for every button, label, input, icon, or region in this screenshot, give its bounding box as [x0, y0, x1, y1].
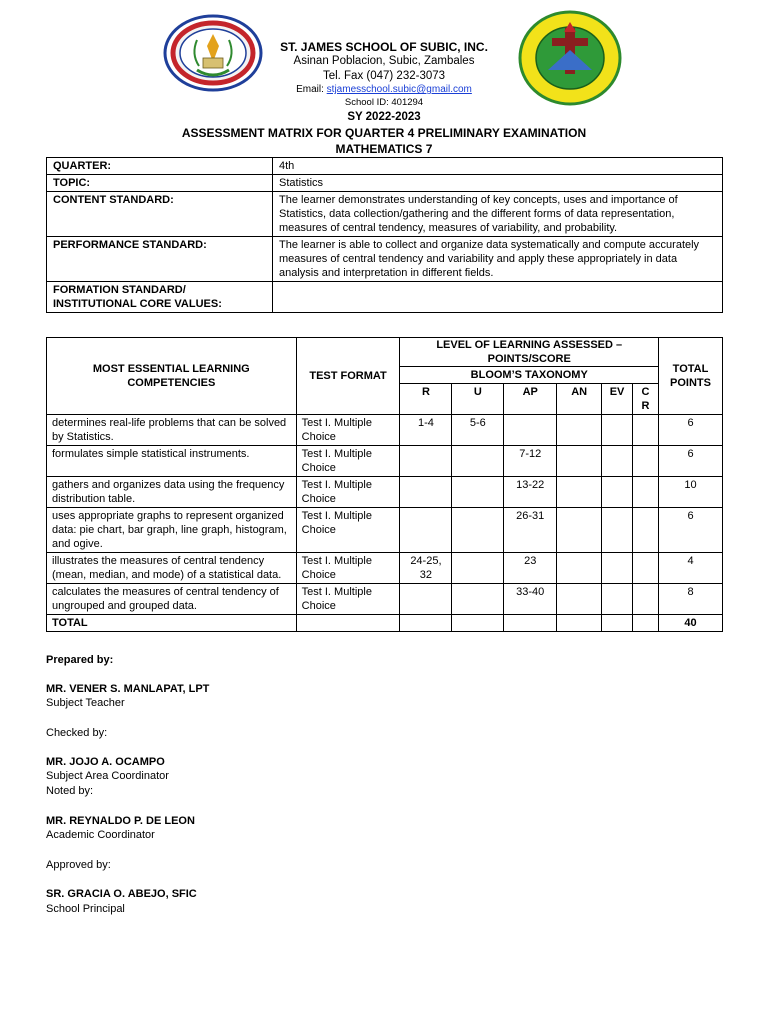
competency-cell: gathers and organizes data using the frequency distribution table.	[47, 477, 297, 508]
ap-cell: 26-31	[504, 508, 557, 553]
ap-cell: 13-22	[504, 477, 557, 508]
u-cell	[452, 446, 504, 477]
test-format-cell: Test I. Multiple Choice	[296, 477, 400, 508]
competency-cell: uses appropriate graphs to represent organized data: pie chart, bar graph, line graph, histogram, and ogive.	[47, 508, 297, 553]
table-row	[47, 175, 723, 192]
email-link[interactable]: stjamesschool.subic@gmail.com	[326, 84, 472, 95]
noted-label: Noted by:	[46, 785, 94, 797]
prepared-name: MR. VENER S. MANLAPAT, LPT	[46, 683, 210, 695]
total-label-cell: TOTAL	[47, 615, 297, 632]
prepared-role: Subject Teacher	[46, 697, 125, 709]
info-key: TOPIC:	[47, 175, 273, 192]
table-row	[47, 584, 723, 615]
cr-cell	[633, 446, 659, 477]
u-cell: 5-6	[452, 415, 504, 446]
an-cell	[557, 508, 602, 553]
ap-cell: 33-40	[504, 584, 557, 615]
total-cell: 6	[659, 415, 723, 446]
r-cell	[400, 508, 452, 553]
header-competencies: MOST ESSENTIAL LEARNING COMPETENCIES	[47, 338, 297, 415]
header-an: AN	[557, 384, 602, 415]
header-r: R	[400, 384, 452, 415]
table-row	[47, 282, 723, 313]
u-cell	[452, 508, 504, 553]
r-cell	[400, 446, 452, 477]
table-header-row	[47, 338, 723, 367]
info-value	[273, 282, 723, 313]
an-cell	[557, 415, 602, 446]
competency-cell: formulates simple statistical instruments.	[47, 446, 297, 477]
grand-total-cell: 40	[659, 615, 723, 632]
test-format-cell: Test I. Multiple Choice	[296, 508, 400, 553]
empty-cell	[602, 615, 633, 632]
info-value: Statistics	[273, 175, 723, 192]
test-format-cell: Test I. Multiple Choice	[296, 415, 400, 446]
info-key: CONTENT STANDARD:	[47, 192, 273, 237]
table-row	[47, 237, 723, 282]
approved-name: SR. GRACIA O. ABEJO, SFIC	[46, 888, 197, 900]
header-ap: AP	[504, 384, 557, 415]
header-u: U	[452, 384, 504, 415]
empty-cell	[400, 615, 452, 632]
total-cell: 10	[659, 477, 723, 508]
table-row	[47, 446, 723, 477]
ev-cell	[602, 415, 633, 446]
competency-cell: determines real-life problems that can be solved by Statistics.	[47, 415, 297, 446]
info-key: FORMATION STANDARD/ INSTITUTIONAL CORE VALUES:	[47, 282, 273, 313]
cr-cell	[633, 415, 659, 446]
course-info-table	[46, 157, 723, 313]
ev-cell	[602, 446, 633, 477]
school-email-line	[200, 84, 568, 95]
ev-cell	[602, 477, 633, 508]
ev-cell	[602, 584, 633, 615]
an-cell	[557, 584, 602, 615]
ev-cell	[602, 553, 633, 584]
empty-cell	[504, 615, 557, 632]
header-level-of-learning: LEVEL OF LEARNING ASSESSED – POINTS/SCORE	[400, 338, 659, 367]
info-value: The learner demonstrates understanding of key concepts, uses and importance of Statistics, data collection/gathering and the different forms of data representation, measures of central tendency, measures of variability, and probability.	[273, 192, 723, 237]
ap-cell: 23	[504, 553, 557, 584]
info-key: PERFORMANCE STANDARD:	[47, 237, 273, 282]
total-cell: 6	[659, 508, 723, 553]
empty-cell	[452, 615, 504, 632]
approved-role: School Principal	[46, 903, 125, 915]
school-address: Asinan Poblacion, Subic, Zambales	[293, 55, 475, 67]
table-row	[47, 553, 723, 584]
total-cell: 8	[659, 584, 723, 615]
total-cell: 6	[659, 446, 723, 477]
u-cell	[452, 477, 504, 508]
empty-cell	[296, 615, 400, 632]
school-name: ST. JAMES SCHOOL OF SUBIC, INC.	[280, 40, 488, 54]
test-format-cell: Test I. Multiple Choice	[296, 584, 400, 615]
info-key: QUARTER:	[47, 158, 273, 175]
header-blooms-taxonomy: BLOOM’S TAXONOMY	[400, 367, 659, 384]
empty-cell	[633, 615, 659, 632]
ev-cell	[602, 508, 633, 553]
r-cell	[400, 584, 452, 615]
ap-cell: 7-12	[504, 446, 557, 477]
header-ev: EV	[602, 384, 633, 415]
test-format-cell: Test I. Multiple Choice	[296, 446, 400, 477]
cr-cell	[633, 508, 659, 553]
noted-role: Academic Coordinator	[46, 829, 155, 841]
table-row	[47, 508, 723, 553]
cr-cell	[633, 584, 659, 615]
school-year: SY 2022-2023	[347, 111, 421, 123]
header-cr: C R	[633, 384, 659, 415]
table-row	[47, 192, 723, 237]
prepared-label: Prepared by:	[46, 654, 114, 666]
header-test-format: TEST FORMAT	[296, 338, 400, 415]
u-cell	[452, 553, 504, 584]
approved-label: Approved by:	[46, 859, 111, 871]
empty-cell	[557, 615, 602, 632]
u-cell	[452, 584, 504, 615]
info-value: 4th	[273, 158, 723, 175]
r-cell	[400, 477, 452, 508]
table-total-row	[47, 615, 723, 632]
r-cell: 24-25, 32	[400, 553, 452, 584]
table-row	[47, 477, 723, 508]
an-cell	[557, 477, 602, 508]
header-total-points: TOTAL POINTS	[659, 338, 723, 415]
ap-cell	[504, 415, 557, 446]
competency-cell: illustrates the measures of central tendency (mean, median, and mode) of a statistical data.	[47, 553, 297, 584]
table-row	[47, 158, 723, 175]
competency-cell: calculates the measures of central tendency of ungrouped and grouped data.	[47, 584, 297, 615]
school-id: School ID: 401294	[344, 97, 424, 108]
r-cell: 1-4	[400, 415, 452, 446]
info-value: The learner is able to collect and organize data systematically and compute accurately measures of central tendency and variability and apply these appropriately in data analysis and interpretation in different fields.	[273, 237, 723, 282]
an-cell	[557, 446, 602, 477]
cr-cell	[633, 477, 659, 508]
noted-name: MR. REYNALDO P. DE LEON	[46, 815, 195, 827]
total-cell: 4	[659, 553, 723, 584]
table-row	[47, 415, 723, 446]
assessment-matrix-table	[46, 337, 723, 632]
an-cell	[557, 553, 602, 584]
document-title: ASSESSMENT MATRIX FOR QUARTER 4 PRELIMINARY EXAMINATION	[181, 126, 587, 140]
test-format-cell: Test I. Multiple Choice	[296, 553, 400, 584]
checked-label: Checked by:	[46, 727, 108, 739]
document-subject: MATHEMATICS 7	[335, 142, 433, 156]
email-label: Email:	[296, 84, 327, 95]
school-telephone: Tel. Fax (047) 232-3073	[322, 70, 446, 82]
cr-cell	[633, 553, 659, 584]
checked-name: MR. JOJO A. OCAMPO	[46, 756, 165, 768]
checked-role: Subject Area Coordinator	[46, 770, 169, 782]
